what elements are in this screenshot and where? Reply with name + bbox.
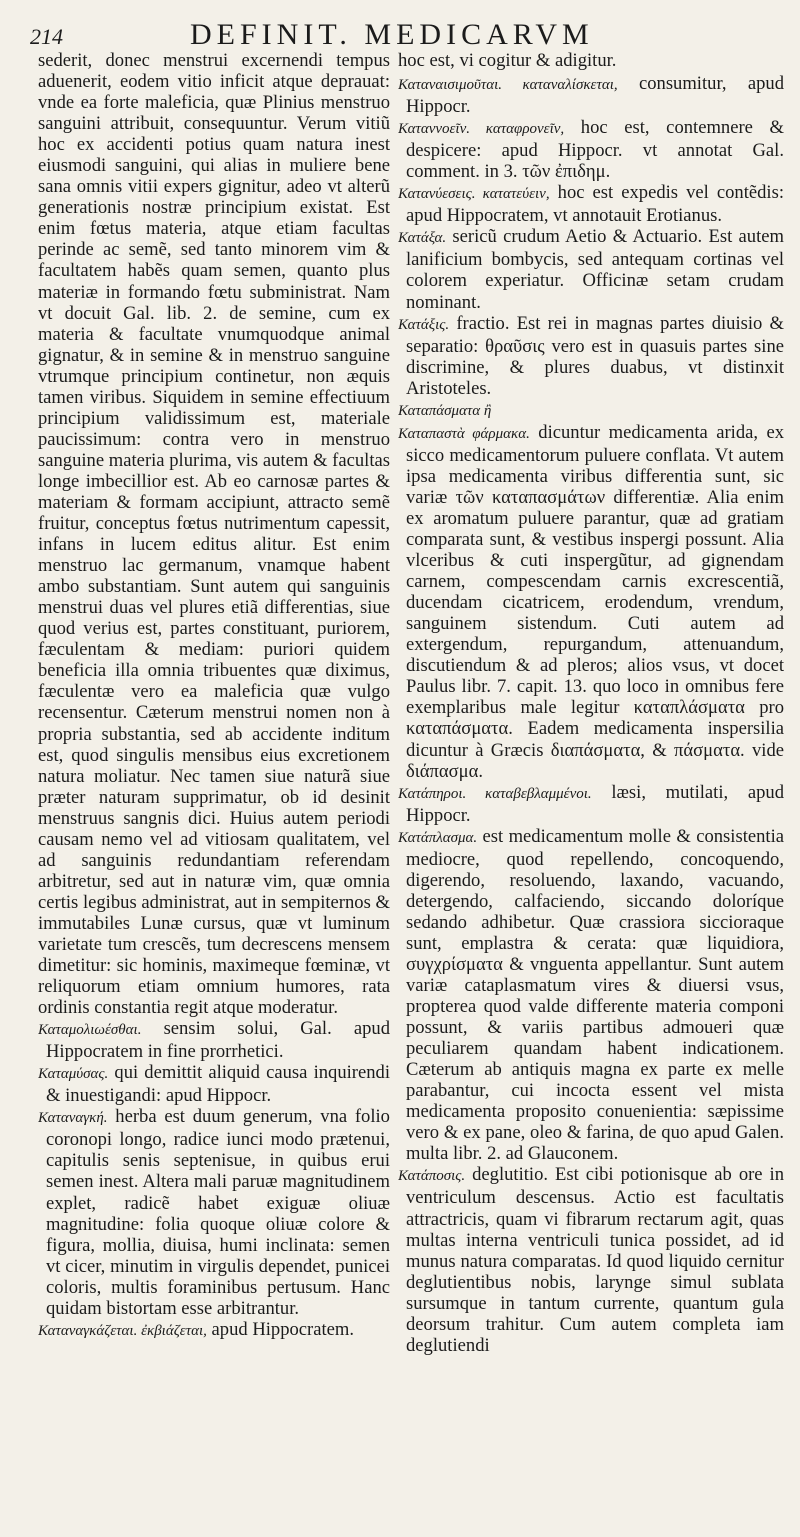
dictionary-entry xyxy=(398,422,784,782)
dictionary-entry xyxy=(398,313,784,399)
dictionary-entry xyxy=(398,826,784,1165)
entry-lemma: Καταναγκή. xyxy=(38,1110,108,1127)
dictionary-entry xyxy=(38,1018,390,1062)
entry-definition: herba est duum generum, vna folio coronopi longo, radice iunci modo prætenui, capitulis senis septenisue, in quibus erui semen inest. Altera mali paruæ magnitudinem explet, radicẽ habet exiguæ oliuæ magnitudine: folia quoque oliuæ colore & figura, mollia, diuisa, humi inclinata: semen vt cicer, minutim in virgulis dependet, punicei coloris, multis foraminibus pertusum. Hanc quidam bistortam esse arbitrantur. xyxy=(46,1106,390,1319)
entry-lemma: Καταμολιωέσθαι. xyxy=(38,1022,142,1039)
left-column xyxy=(38,50,390,1529)
entry-lemma: Κατάξις. xyxy=(398,316,450,333)
entry-lemma: Κατάπλασμα. xyxy=(398,829,478,846)
dictionary-entry xyxy=(398,1164,784,1355)
entry-definition: læsi, mutilati, apud Hippocr. xyxy=(406,781,784,826)
entry-lemma: Καταναισιμοῦται. καταναλίσκεται, xyxy=(398,77,618,94)
entry-definition: dicuntur medicamenta arida, ex sicco medicamentorum puluere conflata. Vt autem ipsa medicamenta viribus differentia sunt, sic variæ τῶν καταπασμάτων differentiæ. Alia enim ex aromatum puluere parantur, quæ ad gratiam comparata sunt, & vestibus inspergi possunt. Alia vlceribus & cuti inspergũtur, ad gignendam carnem, compescendam carnis excrescentiã, ducendam cicatricem, erodendum, vrendum, sanguinem sistendum. Cuti autem ad extergendum, repurgandum, attenuandum, discutiendum & ad pleros; alios vsus, vt docet Paulus libr. 7. capit. 13. quo loco in omnibus fere exemplaribus male legitur καταπλάσματα pro καταπάσματα. Eadem medicamenta inspersilia dicuntur à Græcis διαπάσματα, & πάσματα. vide διάπασμα. xyxy=(406,421,784,782)
continued-paragraph: sederit, donec menstrui excernendi tempus aduenerit, eodem vitio inficit atque deprauat: vnde ea forte maleficia, quæ Plinius menstruo sanguini attribuit, consequuntur. Verum vitiũ hoc ex accidenti potius quam natura inest eiusmodi sanguini, qui alias in muliere bene sana omnis vitii expers gignitur, adeo vt alterũ generationis nostræ principium existat. Est enim fœtus materia, atque etiam facultas perinde ac semẽ, sed tanto minorem vim & facultatem habẽs quam semen, quanto plus materiæ in formando fœtu subministrat. Nam vt docuit Gal. lib. 2. de semine, cum ex materia & facultate vnumquodque animal gignatur, & in semine & in menstruo sanguine vtrumque principium continetur, non æquis tamen viribus. Siquidem in semine effectiuum principium validissimum est, materiale paucissimum: contra vero in menstruo sanguine materia plurima, vis autem & facultas longe imbecillior est. Ab eo carnosæ partes & materiam & formam accipiunt, attracto semẽ fruitur, conceptus fœtus nutrimentum capessit, infans in lucem editus alitur. Est enim menstruo lac germanum, vnamque habent ambo substantiam. Sunt autem qui sanguinis menstrui duas vel plures etiã differentias, siue quod verius est, partes constituant, puriorem, fæculentam & mediam: puriori quidem beneficia illa omnia tribuentes quæ diximus, fæculentæ vero ea maleficia quæ vulgo recensentur. Cæterum menstrui nomen non à propria substantia, sed ab accidente inditum est, quod singulis mensibus eius excretionem natura moliatur. Nec tamen siue naturã siue præter naturam supprimatur, ob id desinit menstruus sangnis dici. Huius autem periodi causam nemo vel ad vitiosam qualitatem, vel ad sanguinis redundantiam referendam arbitretur, sed aut in naturæ vim, quæ omnia certis legibus administrat, aut in sempiternos & immutabiles Lunæ cursus, quæ vt luminum varietate tum crescẽs, tum decrescens mensem dimetitur: sic hominis, maximeque fœminæ, vt reliquorum etiam omnium humores, rata ordinis constantia regit atque moderatur. xyxy=(38,50,390,1019)
entry-definition: deglutitio. Est cibi potionisque ab ore in ventriculum descensus. Actio est facultatis attractricis, quam vi fibrarum rectarum agit, quas multas interna ventriculi tunica possidet, ad id munus natura comparatas. Id quod liquido cernitur deglutientibus nobis, larynge simul sublata sursumque in tantum currente, quantum gula deorsum trahitur. Cum autem completa iam deglutiendi xyxy=(406,1164,784,1356)
entry-definition: hoc est expedis vel contẽdis: apud Hippocratem, vt annotauit Erotianus. xyxy=(406,182,784,227)
dictionary-entry xyxy=(398,117,784,182)
right-column xyxy=(398,50,784,1529)
page-number: 214 xyxy=(30,24,63,49)
entry-lemma: Κατάπηροι. καταβεβλαμμένοι. xyxy=(398,785,592,802)
dictionary-entry xyxy=(398,782,784,826)
entry-definition: apud Hippocratem. xyxy=(211,1318,355,1340)
dictionary-entry xyxy=(398,73,784,117)
dictionary-entry xyxy=(398,226,784,312)
entry-lemma: Καταννοεῖν. καταφρονεῖν, xyxy=(398,121,565,138)
entry-definition: hoc est, vi cogitur & adigitur. xyxy=(398,50,617,71)
entry-lemma: Καταπάσματα ἢ xyxy=(398,402,492,419)
entry-definition: est medicamentum molle & consistentia mediocre, quod repellendo, concoquendo, digerendo, resoluendo, laxando, vacuando, detergendo, calfaciendo, siccando doloríque sedando adhibetur. Quæ crassiora siccioraque sunt, emplastra & cerata: quæ liquidiora, συγχρίσματα & vnguenta appellantur. Sunt autem variæ cataplasmatum vires & diuersi vsus, propterea quod valde differente materia componi possunt, & variis partibus admoueri quæ peculiarem quandam habent indicationem. Cæterum ab antiquis magna ex parte ex melle parabantur, cui incocta essent vel mista medicamenta proposito conuenientia: sæpissime vero & ex pane, oleo & farina, de quo apud Galen. multa libr. 2. ad Glauconem. xyxy=(406,825,784,1165)
entry-definition: sensim solui, Gal. apud Hippocratem in fine prorrhetici. xyxy=(46,1018,390,1063)
entry-lemma: Καταπαστὰ φάρμακα. xyxy=(398,425,530,442)
entry-definition: sericũ crudum Aetio & Actuario. Est autem lanificium bombycis, sed antequam cortinas vel colorem experiatur. Officinæ setam crudam nominant. xyxy=(406,226,784,313)
entry-definition: qui demittit aliquid causa inquirendi & inuestigandi: apud Hippocr. xyxy=(46,1062,390,1107)
entry-lemma: Καταναγκάζεται. ἐκβιάζεται, xyxy=(38,1322,207,1339)
dictionary-entry xyxy=(398,50,784,73)
entry-definition: consumitur, apud Hippocr. xyxy=(406,73,784,118)
dictionary-entry xyxy=(38,1319,390,1342)
entry-definition: hoc est, contemnere & despicere: apud Hippocr. vt annotat Gal. comment. in 3. τῶν ἐπιδημ. xyxy=(406,117,784,183)
entry-lemma: Κατάποσις. xyxy=(398,1168,466,1185)
entry-definition: fractio. Est rei in magnas partes diuisio & separatio: θραῦσις vero est in quasuis partes sine discrimine, & plures duabus, vt distinxit Aristoteles. xyxy=(406,312,784,399)
dictionary-entry xyxy=(38,1106,390,1318)
dictionary-entry xyxy=(398,182,784,226)
dictionary-entry xyxy=(38,1062,390,1106)
entry-lemma: Κατανύεσεις. κατατεύειν, xyxy=(398,186,550,203)
entry-lemma: Κατάξα. xyxy=(398,230,447,247)
dictionary-entry xyxy=(398,399,784,422)
entry-lemma: Καταμύσας. xyxy=(38,1066,109,1083)
running-title: DEFINIT. MEDICARVM xyxy=(190,18,594,51)
